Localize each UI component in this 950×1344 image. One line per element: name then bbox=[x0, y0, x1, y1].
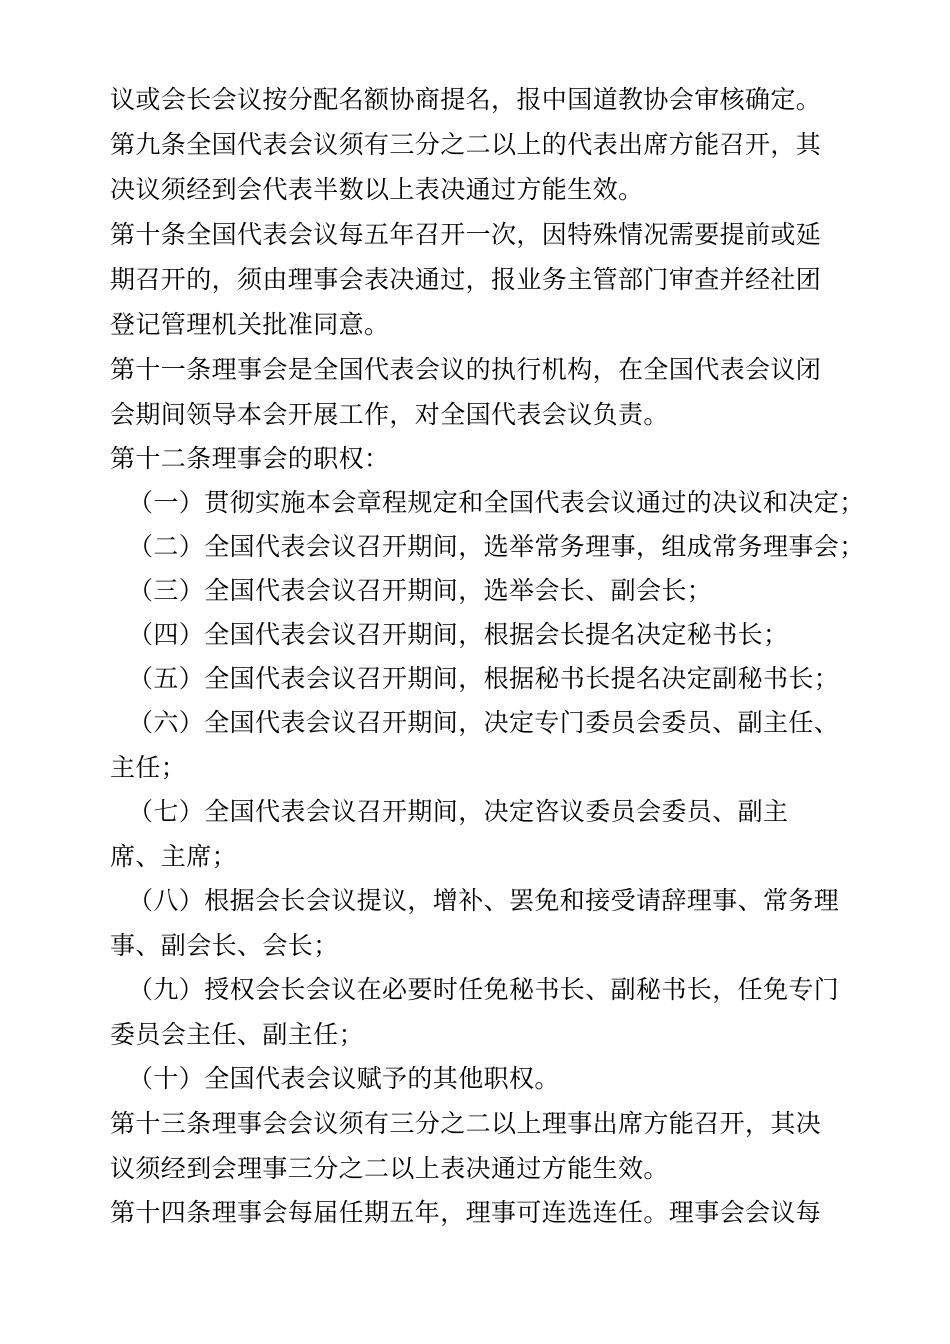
text-line: 委员会主任、副主任； bbox=[110, 1020, 365, 1049]
text-line: 第十二条理事会的职权： bbox=[110, 444, 390, 473]
list-item: （十）全国代表会议赋予的其他职权。 bbox=[128, 1064, 560, 1093]
text-line: 第十三条理事会会议须有三分之二以上理事出席方能召开，其决 bbox=[110, 1109, 822, 1138]
list-item: （九）授权会长会议在必要时任免秘书长、副秘书长，任免专门 bbox=[128, 975, 840, 1004]
text-line: 议或会长会议按分配名额协商提名，报中国道教协会审核确定。 bbox=[110, 85, 822, 114]
list-item: （五）全国代表会议召开期间，根据秘书长提名决定副秘书长； bbox=[128, 664, 840, 693]
list-item: （二）全国代表会议召开期间，选举常务理事，组成常务理事会； bbox=[128, 532, 865, 561]
text-line: 第十条全国代表会议每五年召开一次，因特殊情况需要提前或延 bbox=[110, 220, 822, 249]
text-line: 会期间领导本会开展工作，对全国代表会议负责。 bbox=[110, 400, 669, 429]
list-item: （三）全国代表会议召开期间，选举会长、副会长； bbox=[128, 576, 713, 605]
text-line: 主任； bbox=[110, 753, 187, 782]
list-item: （八）根据会长会议提议，增补、罢免和接受请辞理事、常务理 bbox=[128, 886, 840, 915]
text-line: 期召开的，须由理事会表决通过，报业务主管部门审查并经社团 bbox=[110, 265, 822, 294]
text-line: 决议须经到会代表半数以上表决通过方能生效。 bbox=[110, 175, 644, 204]
list-item: （四）全国代表会议召开期间，根据会长提名决定秘书长； bbox=[128, 620, 789, 649]
list-item: （六）全国代表会议召开期间，决定专门委员会委员、副主任、 bbox=[128, 708, 840, 737]
list-item: （一）贯彻实施本会章程规定和全国代表会议通过的决议和决定； bbox=[128, 488, 865, 517]
text-line: 第九条全国代表会议须有三分之二以上的代表出席方能召开，其 bbox=[110, 130, 822, 159]
text-line: 第十四条理事会每届任期五年，理事可连选连任。理事会会议每 bbox=[110, 1198, 822, 1227]
text-line: 事、副会长、会长； bbox=[110, 931, 339, 960]
text-line: 议须经到会理事三分之二以上表决通过方能生效。 bbox=[110, 1154, 669, 1183]
text-line: 登记管理机关批准同意。 bbox=[110, 310, 390, 339]
text-line: 第十一条理事会是全国代表会议的执行机构，在全国代表会议闭 bbox=[110, 355, 822, 384]
list-item: （七）全国代表会议召开期间，决定咨议委员会委员、副主 bbox=[128, 797, 789, 826]
text-line: 席、主席； bbox=[110, 842, 238, 871]
